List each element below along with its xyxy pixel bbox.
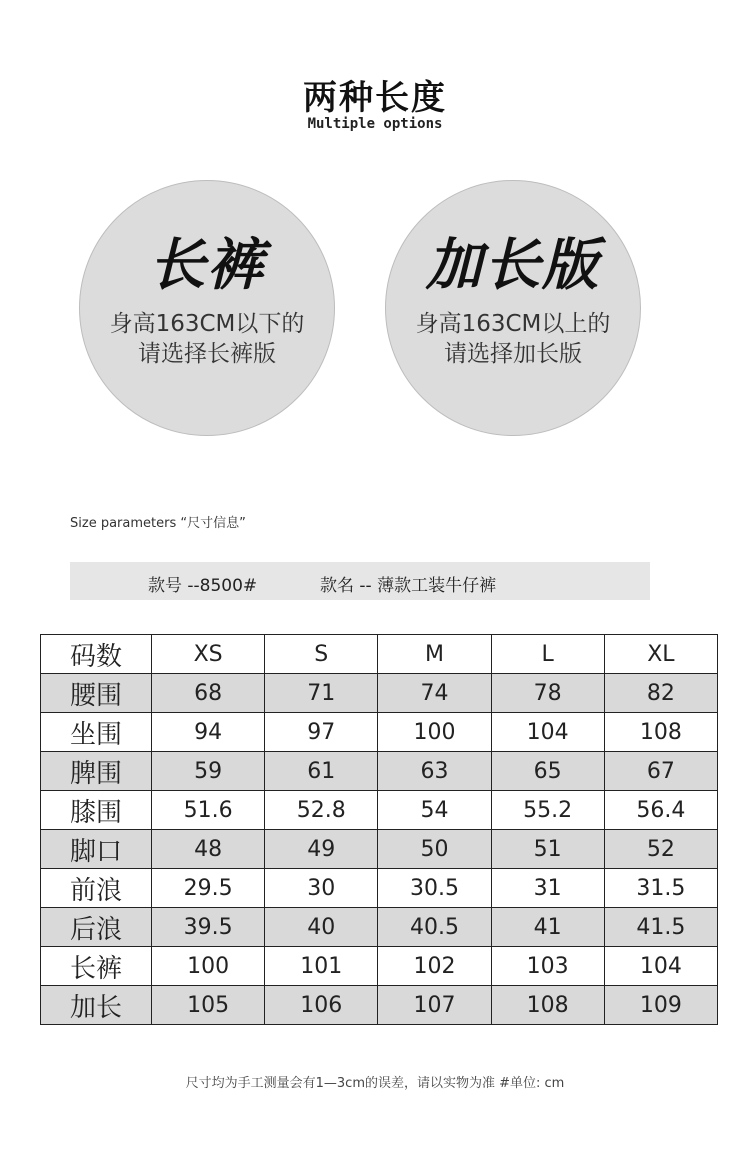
table-header-cell: L — [491, 635, 604, 674]
size-table — [40, 634, 718, 1025]
table-cell: 108 — [604, 713, 717, 752]
table-cell: 109 — [604, 986, 717, 1025]
table-cell: 29.5 — [152, 869, 265, 908]
table-cell: 31.5 — [604, 869, 717, 908]
table-cell: 31 — [491, 869, 604, 908]
table-cell: 40 — [265, 908, 378, 947]
table-cell: 106 — [265, 986, 378, 1025]
table-cell: 108 — [491, 986, 604, 1025]
table-cell: 65 — [491, 752, 604, 791]
table-cell: 63 — [378, 752, 491, 791]
table-row — [41, 674, 718, 713]
page-subtitle: Multiple options — [307, 116, 443, 132]
table-cell: 97 — [265, 713, 378, 752]
table-cell: 101 — [265, 947, 378, 986]
table-cell: 105 — [152, 986, 265, 1025]
table-cell: 94 — [152, 713, 265, 752]
option-line-2: 请选择长裤版 — [138, 341, 276, 367]
table-header-cell: S — [265, 635, 378, 674]
table-header-row — [41, 635, 718, 674]
table-cell: 腰围 — [41, 674, 152, 713]
table-cell: 50 — [378, 830, 491, 869]
table-cell: 102 — [378, 947, 491, 986]
table-cell: 51 — [491, 830, 604, 869]
table-cell: 加长 — [41, 986, 152, 1025]
table-cell: 脾围 — [41, 752, 152, 791]
table-cell: 56.4 — [604, 791, 717, 830]
style-name: 款名 -- 薄款工装牛仔裤 — [320, 576, 497, 596]
table-cell: 长裤 — [41, 947, 152, 986]
size-parameters-label: Size parameters “尺寸信息” — [70, 516, 246, 531]
table-cell: 52.8 — [265, 791, 378, 830]
table-cell: 74 — [378, 674, 491, 713]
table-row — [41, 986, 718, 1025]
table-row — [41, 830, 718, 869]
table-cell: 59 — [152, 752, 265, 791]
table-cell: 52 — [604, 830, 717, 869]
table-cell: 78 — [491, 674, 604, 713]
table-cell: 107 — [378, 986, 491, 1025]
table-cell: 68 — [152, 674, 265, 713]
table-cell: 前浪 — [41, 869, 152, 908]
table-cell: 膝围 — [41, 791, 152, 830]
table-header-cell: M — [378, 635, 491, 674]
table-row — [41, 752, 718, 791]
table-cell: 54 — [378, 791, 491, 830]
table-cell: 67 — [604, 752, 717, 791]
measurement-note: 尺寸均为手工测量会有1—3cm的误差，请以实物为准 #单位: cm — [185, 1076, 565, 1091]
table-cell: 41.5 — [604, 908, 717, 947]
table-cell: 后浪 — [41, 908, 152, 947]
table-cell: 100 — [378, 713, 491, 752]
option-name: 长裤 — [149, 233, 265, 298]
table-cell: 71 — [265, 674, 378, 713]
table-cell: 坐围 — [41, 713, 152, 752]
table-row — [41, 869, 718, 908]
option-name: 加长版 — [426, 233, 600, 298]
option-line-1: 身高163CM以下的 — [109, 311, 305, 337]
page-title: 两种长度 — [303, 78, 447, 118]
table-cell: 103 — [491, 947, 604, 986]
style-number: 款号 --8500# — [148, 576, 258, 596]
table-cell: 脚口 — [41, 830, 152, 869]
product-info-bar — [70, 562, 650, 600]
table-cell: 104 — [604, 947, 717, 986]
table-cell: 55.2 — [491, 791, 604, 830]
table-cell: 104 — [491, 713, 604, 752]
table-header-cell: XL — [604, 635, 717, 674]
table-row — [41, 713, 718, 752]
option-line-1: 身高163CM以上的 — [415, 311, 611, 337]
table-row — [41, 791, 718, 830]
table-row — [41, 908, 718, 947]
table-cell: 49 — [265, 830, 378, 869]
table-cell: 30.5 — [378, 869, 491, 908]
table-header-cell: 码数 — [41, 635, 152, 674]
table-cell: 30 — [265, 869, 378, 908]
table-cell: 41 — [491, 908, 604, 947]
table-cell: 100 — [152, 947, 265, 986]
table-cell: 51.6 — [152, 791, 265, 830]
table-cell: 61 — [265, 752, 378, 791]
table-row — [41, 947, 718, 986]
table-cell: 48 — [152, 830, 265, 869]
option-circle-long — [385, 180, 641, 436]
table-header-cell: XS — [152, 635, 265, 674]
option-line-2: 请选择加长版 — [444, 341, 582, 367]
table-cell: 39.5 — [152, 908, 265, 947]
option-circle-regular — [79, 180, 335, 436]
table-cell: 40.5 — [378, 908, 491, 947]
table-cell: 82 — [604, 674, 717, 713]
